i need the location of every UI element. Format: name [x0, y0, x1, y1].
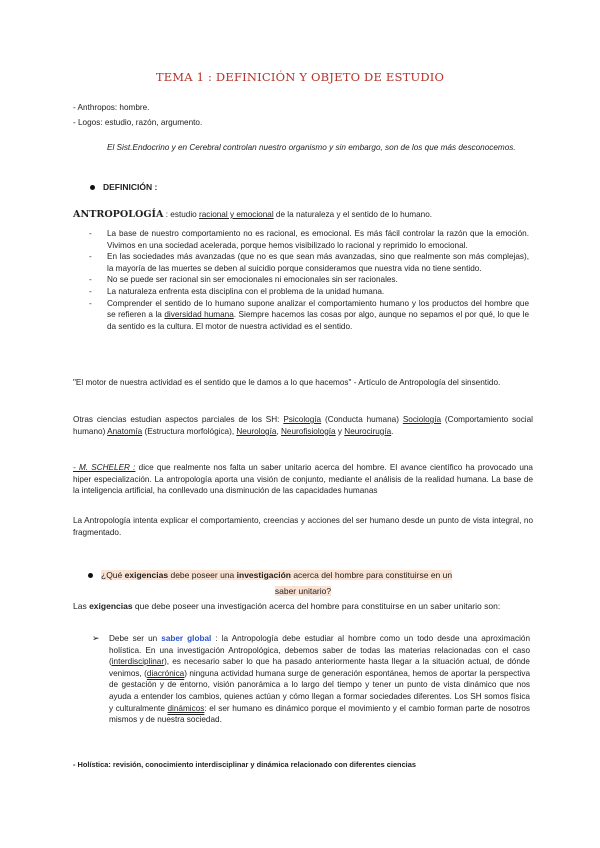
definition-heading-label: DEFINICIÓN :	[103, 182, 158, 192]
bullet-item: - La naturaleza enfrenta esta disciplina con el problema de la unidad humana.	[89, 286, 385, 296]
neurocirugia: Neurocirugía	[344, 426, 392, 436]
bullet-item: - La base de nuestro comportamiento no es racional, es emocional. Es más fácil controlar la razón que la emoción. Vivimos en una sociedad acelerada, porque hemos visibilizado lo racional y reprimido lo emocional.	[89, 229, 529, 250]
definition-bullets	[89, 228, 529, 332]
bullet-item: - En las sociedades más avanzadas (que no es que sean más avanzadas, sino que realmente son más complejas), la mayoría de las muertes se deben al suicidio porque consideramos que nuestra vida no tiene sentido.	[89, 252, 529, 273]
holistica-label: - Holística:	[73, 760, 113, 769]
question-heading	[88, 567, 538, 599]
bullet-text-1: La base de nuestro comportamiento no es racional, es emocional. Es más fácil controlar la razón que la emoción. Vivimos en una sociedad acelerada, porque hemos visibilizado lo racional y reprimido lo emocional.	[107, 229, 529, 250]
definition-term: ANTROPOLOGÍA	[73, 209, 164, 220]
exigencias-intro-a: Las	[73, 601, 90, 611]
other-sciences	[73, 414, 533, 437]
neurologia: Neurología	[236, 426, 277, 436]
psicologia-note: (Conducta humana)	[321, 415, 403, 424]
definition-line	[73, 209, 533, 221]
saber-global-pre: Debe ser un	[109, 634, 162, 643]
definition-heading	[90, 182, 157, 192]
exigencias-intro	[73, 600, 533, 613]
saber-global-p1: : la Antropología debe estudiar al hombre como un todo desde una aproximación holística. En una investigación Antropológica, debemos saber de todas las materias relacionadas con el caso (	[109, 634, 530, 667]
other-sciences-intro: Otras ciencias estudian aspectos parciales de los SH:	[73, 415, 284, 424]
dinamicos: dinámicos	[167, 703, 205, 713]
etymology-list	[73, 101, 533, 130]
bullet-dot-icon	[90, 185, 95, 190]
motor-quote: "El motor de nuestra actividad es el sentido que le damos a lo que hacemos" - Artículo de Antropología del sinsentido.	[73, 378, 501, 387]
diacronica: diacrónica	[146, 668, 185, 678]
sociologia-note: (Comportamiento social humano)	[73, 415, 533, 436]
bullet-text-3: No se puede ser racional sin ser emocionales ni emocionales sin ser racionales.	[107, 275, 398, 285]
exigencias-intro-b: exigencias	[89, 601, 133, 611]
bullet-dot-icon	[88, 573, 93, 578]
exigencias-intro-c: que debe poseer una investigación acerca del hombre para constituirse en un saber unitario son:	[132, 601, 501, 611]
scheler-text: dice que realmente nos falta un saber unitario acerca del hombre. El avance científico ha provocado una hiper especialización. La antropología aporta una visión de conjunto, mediante el análisis de la realidad humana. La base de la inteligencia artificial, ha conllevado una disminución de las capacidades humanas	[73, 463, 533, 496]
question-c: debe poseer una	[168, 570, 237, 580]
period: .	[391, 426, 394, 436]
italic-note: El Sist.Endocrino y en Cerebral controlan nuestro organismo y sin embargo, son de los que más desconocemos.	[107, 143, 516, 152]
scheler-paragraph	[73, 462, 533, 497]
anatomia: Anatomía	[107, 426, 143, 436]
saber-global-p4: : el ser humano es dinámico porque el movimiento y el cambio forman parte de nosotros mismos y de nuestra sociedad.	[109, 703, 530, 725]
definition-underlined: racional y emocional	[199, 210, 274, 219]
arrow-bullet-icon: ➢	[92, 633, 100, 643]
page-title: TEMA 1 : DEFINICIÓN Y OBJETO DE ESTUDIO	[155, 70, 445, 84]
question-b: exigencias	[124, 570, 169, 580]
saber-global-p3: ) ninguna actividad humana surge de generación espontánea, hemos de aportar la perspectiva de gestación y de entorno, visión panorámica a lo largo del tiempo y tener un punto de vista dinámico que nos ayuda a entender los cambios, quienes actúan y cómo llegan a formar sociedades diferentes. Los SH somos física y culturalmente	[109, 668, 530, 713]
bullet-text-5a: Comprender el sentido de lo humano supone analizar el comportamiento humano y los productos del hombre que se refieren a la	[107, 298, 529, 320]
saber-global-p2: ), es necesario saber lo que ha pasado anteriormente hasta llegar a la situación actual, de dónde venimos, (	[109, 657, 530, 678]
definition-post: de la naturaleza y el sentido de lo humano.	[273, 210, 433, 219]
interdisciplinar: interdisciplinar	[111, 657, 165, 667]
sociologia: Sociología	[402, 415, 442, 424]
saber-global-paragraph	[109, 633, 530, 726]
bullet-item: - No se puede ser racional sin ser emocionales ni emocionales sin ser racionales.	[89, 275, 398, 285]
integral-paragraph: La Antropología intenta explicar el comportamiento, creencias y acciones del ser humano desde un punto de vista integral, no fragmentado.	[73, 516, 533, 537]
bullet-item: - Comprender el sentido de lo humano supone analizar el comportamiento humano y los productos del hombre que se refieren a la diversidad humana. Siempre hacemos las cosas por algo, aunque no sepamos el por qué, lo que le da sentido es la cultura. El motor de nuestra actividad es el sentido.	[89, 298, 529, 331]
question-e: acerca del hombre para constituirse en un	[290, 570, 453, 580]
psicologia: Psicología	[283, 415, 322, 424]
holistica-text: revisión, conocimiento interdisciplinar y dinámica relacionado con diferentes ciencias	[112, 760, 416, 769]
neurofisiologia: Neurofisiología	[281, 426, 336, 436]
anatomia-note: (Estructura morfológica),	[142, 426, 237, 436]
definition-pre: : estudio	[163, 210, 199, 219]
bullet-text-5-underlined: diversidad humana	[164, 310, 234, 320]
etymology-anthropos: - Anthropos: hombre.	[73, 103, 150, 112]
bullet-text-4: La naturaleza enfrenta esta disciplina con el problema de la unidad humana.	[107, 286, 385, 296]
conjunction: y	[335, 426, 345, 436]
scheler-name: - M. SCHELER :	[73, 463, 136, 472]
holistica-note	[73, 760, 543, 769]
question-line2: saber unitario?	[274, 586, 332, 596]
question-a: ¿Qué	[101, 570, 125, 580]
question-d: investigación	[236, 570, 291, 580]
comma: ,	[276, 426, 281, 436]
bullet-text-5b: . Siempre hacemos las cosas por algo, aunque no sepamos el por qué, lo que le da sentido es la cultura. El motor de nuestra actividad es el sentido.	[107, 310, 529, 331]
etymology-logos: - Logos: estudio, razón, argumento.	[73, 117, 203, 127]
saber-global-term: saber global	[161, 634, 212, 643]
bullet-text-2: En las sociedades más avanzadas (que no es que sean más avanzadas, sino que realmente son más complejas), la mayoría de las muertes se deben al suicidio porque consideramos que nuestra vida no tiene sentido.	[107, 252, 529, 273]
